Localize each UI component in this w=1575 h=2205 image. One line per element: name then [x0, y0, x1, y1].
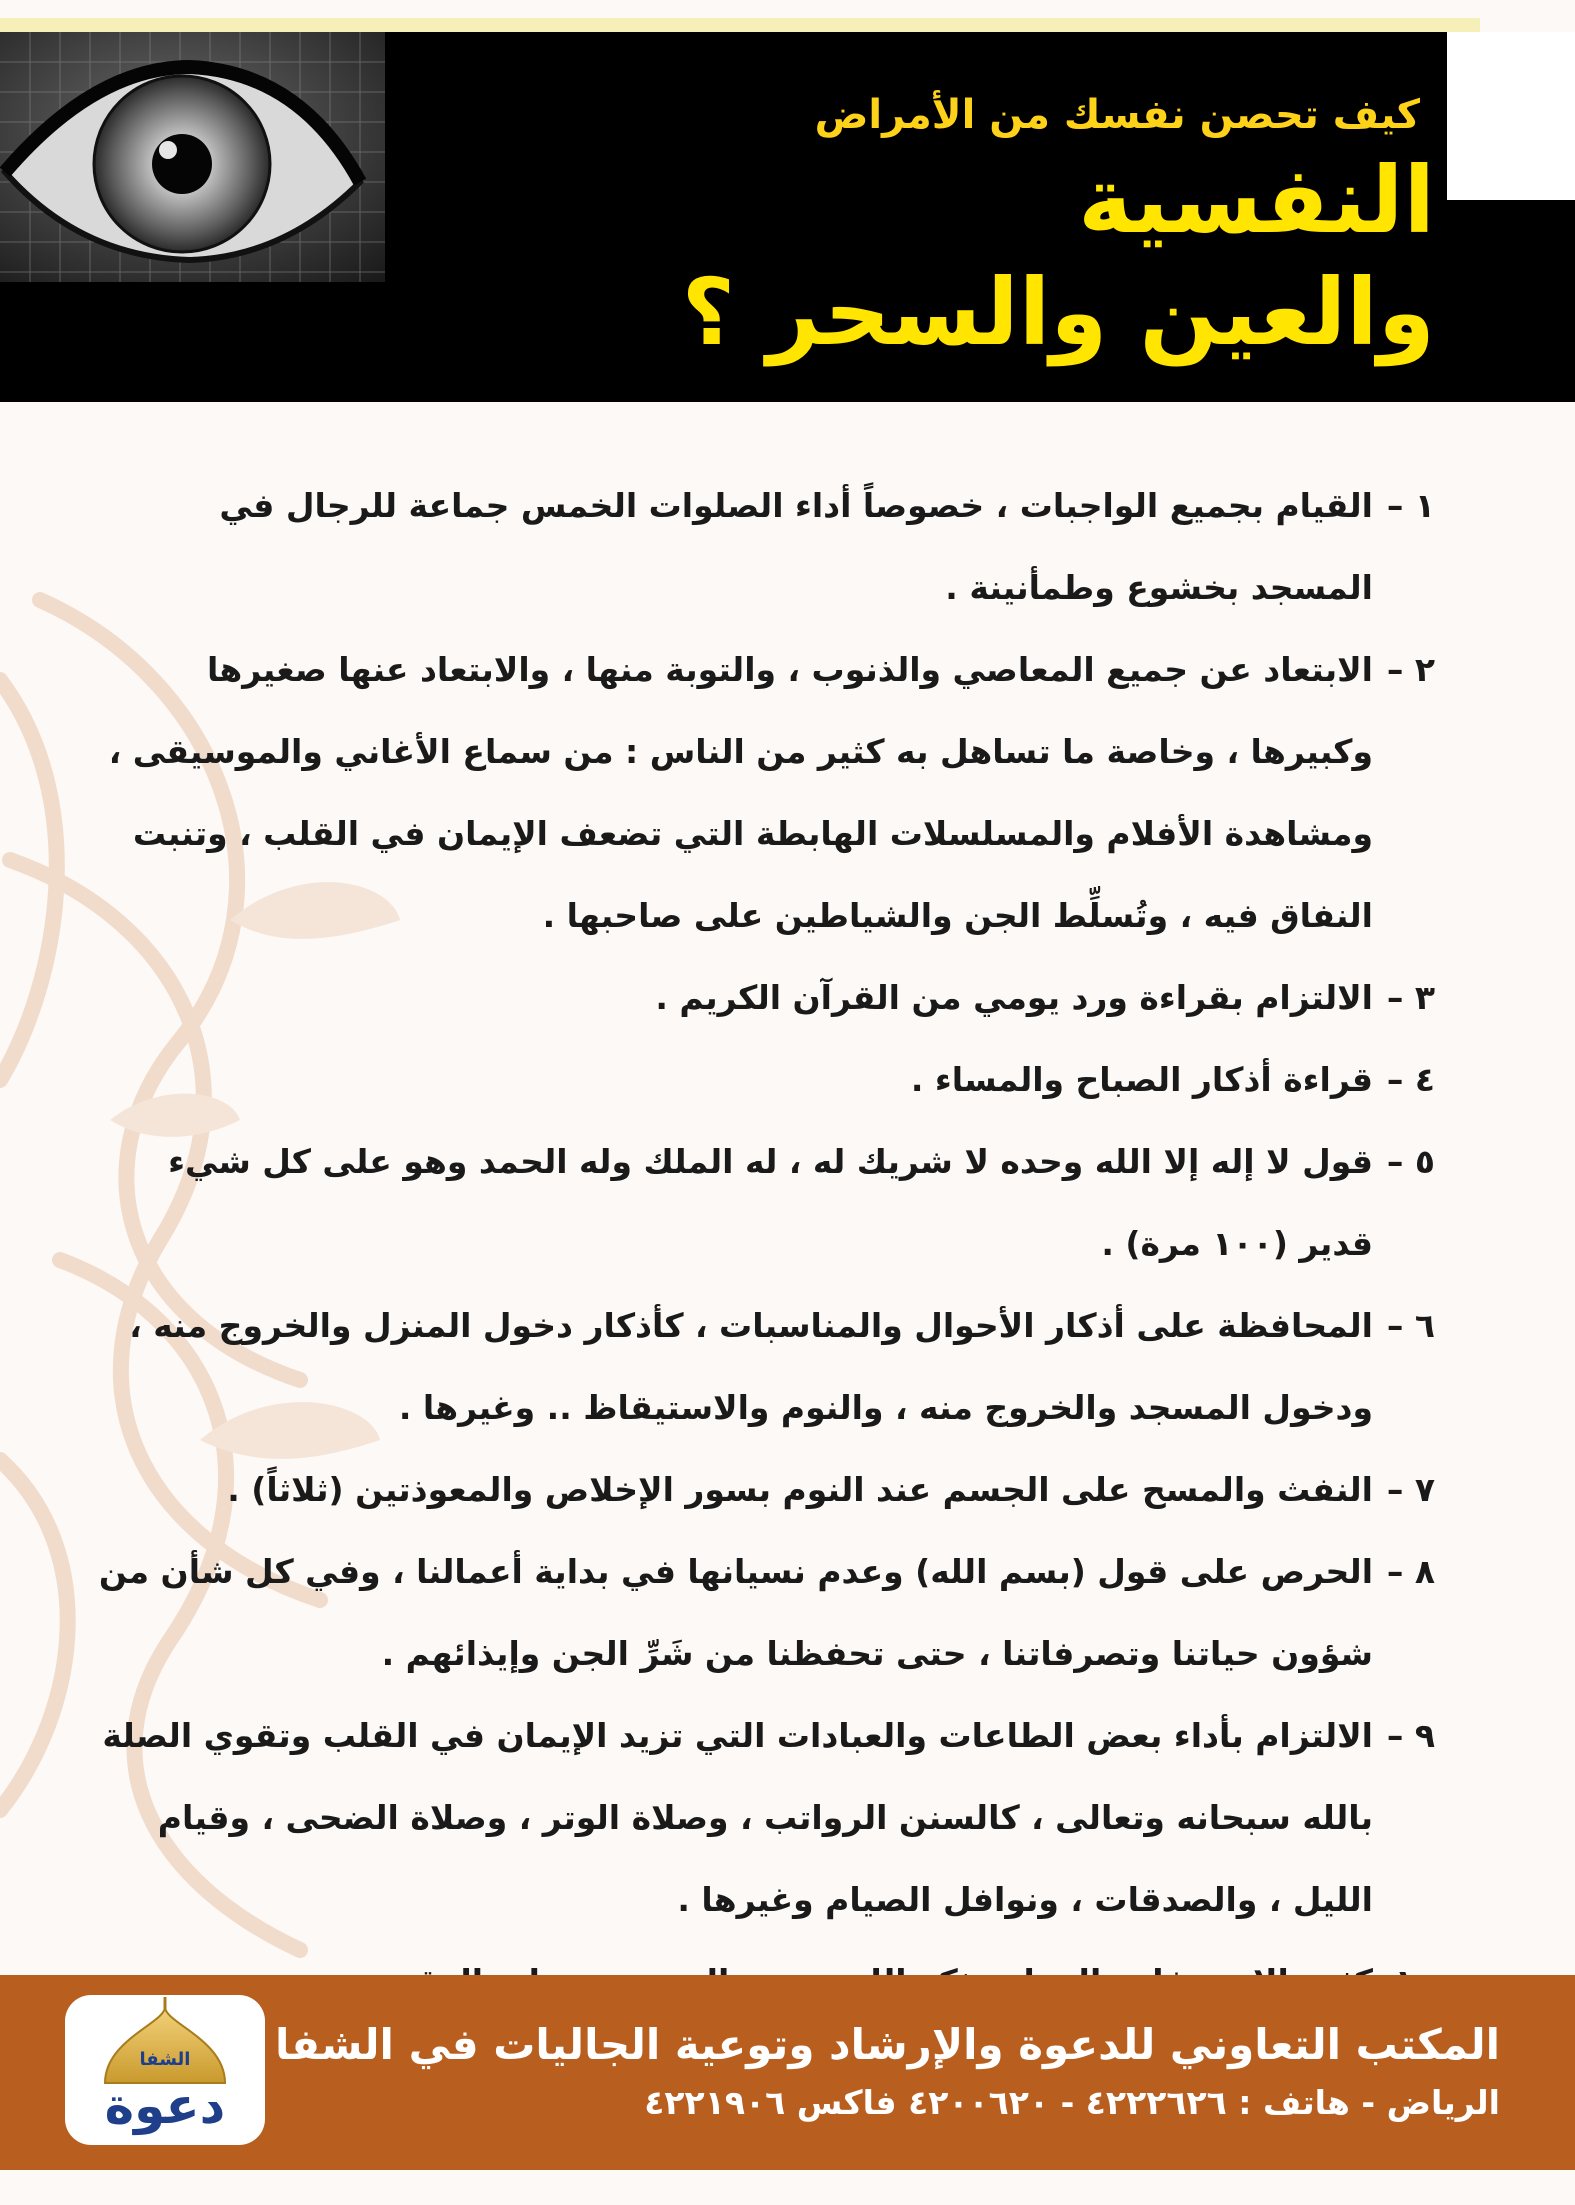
item-text: الابتعاد عن جميع المعاصي والذنوب ، والتوبة منها ، والابتعاد عنها صغيرها وكبيرها ، وخاصة ما تساهل به كثير من الناس : من سماع الأغاني والموسيقى ، ومشاهدة الأفلام والمسلسلات الهابطة التي تضعف الإيمان في القلب ، وتنبت النفاق فيه ، وتُسلِّط الجن والشياطين على صاحبها .: [108, 650, 1373, 935]
list-item: [90, 1285, 1435, 1449]
item-number: ٥ –: [1386, 1142, 1435, 1181]
item-number: ٦ –: [1386, 1306, 1435, 1345]
item-number: ٢ –: [1386, 650, 1435, 689]
page-title-line1: النفسية: [1078, 147, 1435, 254]
list-item: [90, 465, 1435, 629]
page-subtitle: كيف تحصن نفسك من الأمراض: [814, 92, 1420, 138]
protection-list: [90, 465, 1435, 2023]
list-item: [90, 629, 1435, 957]
list-item: [90, 1039, 1435, 1121]
top-rule: [0, 18, 1480, 32]
list-item: [90, 1695, 1435, 1941]
dawah-logo: [65, 1995, 265, 2145]
item-number: ٧ –: [1386, 1470, 1435, 1509]
page-title-line2: والعين والسحر ؟: [681, 259, 1435, 366]
eye-icon: [0, 32, 385, 282]
item-text: القيام بجميع الواجبات ، خصوصاً أداء الصلوات الخمس جماعة للرجال في المسجد بخشوع وطمأنينة .: [219, 486, 1373, 607]
list-item: [90, 957, 1435, 1039]
item-text: قراءة أذكار الصباح والمساء .: [910, 1060, 1373, 1099]
footer-contact: الرياض - هاتف : ٤٢٢٢٦٢٦ - ٤٢٠٠٦٢٠ فاكس ٤٢٢١٩٠٦: [644, 2083, 1500, 2122]
item-text: النفث والمسح على الجسم عند النوم بسور الإخلاص والمعوذتين (ثلاثاً) .: [227, 1470, 1373, 1509]
item-text: الحرص على قول (بسم الله) وعدم نسيانها في بداية أعمالنا ، وفي كل شأن من شؤون حياتنا وتصرفاتنا ، حتى تحفظنا من شَرِّ الجن وإيذائهم .: [98, 1552, 1373, 1673]
item-number: ٤ –: [1386, 1060, 1435, 1099]
item-number: ٨ –: [1386, 1552, 1435, 1591]
item-text: الالتزام بأداء بعض الطاعات والعبادات التي تزيد الإيمان في القلب وتقوي الصلة بالله سبحانه وتعالى ، كالسنن الرواتب ، وصلاة الوتر ، وصلاة الضحى ، وقيام الليل ، والصدقات ، ونوافل الصيام وغيرها .: [102, 1716, 1373, 1919]
logo-main-text: دعوة: [104, 2077, 226, 2135]
header-text: [535, 85, 1435, 369]
list-item: [90, 1121, 1435, 1285]
footer-org-name: المكتب التعاوني للدعوة والإرشاد وتوعية الجاليات في الشفا: [275, 2020, 1500, 2069]
item-text: قول لا إله إلا الله وحده لا شريك له ، له الملك وله الحمد وهو على كل شيء قدير (١٠٠ مرة) .: [168, 1142, 1373, 1263]
item-text: الالتزام بقراءة ورد يومي من القرآن الكريم .: [655, 978, 1373, 1017]
mosque-dome-icon: [65, 1995, 265, 2145]
header-notch: [1447, 32, 1575, 200]
item-number: ١ –: [1386, 486, 1435, 525]
item-number: ٩ –: [1386, 1716, 1435, 1755]
list-item: [90, 1449, 1435, 1531]
logo-top-text: الشفا: [139, 2049, 191, 2070]
item-text: المحافظة على أذكار الأحوال والمناسبات ، كأذكار دخول المنزل والخروج منه ، ودخول المسجد والخروج منه ، والنوم والاستيقاظ .. وغيرها .: [129, 1306, 1373, 1427]
item-number: ٣ –: [1386, 978, 1435, 1017]
list-item: [90, 1531, 1435, 1695]
eye-illustration: [0, 32, 385, 282]
